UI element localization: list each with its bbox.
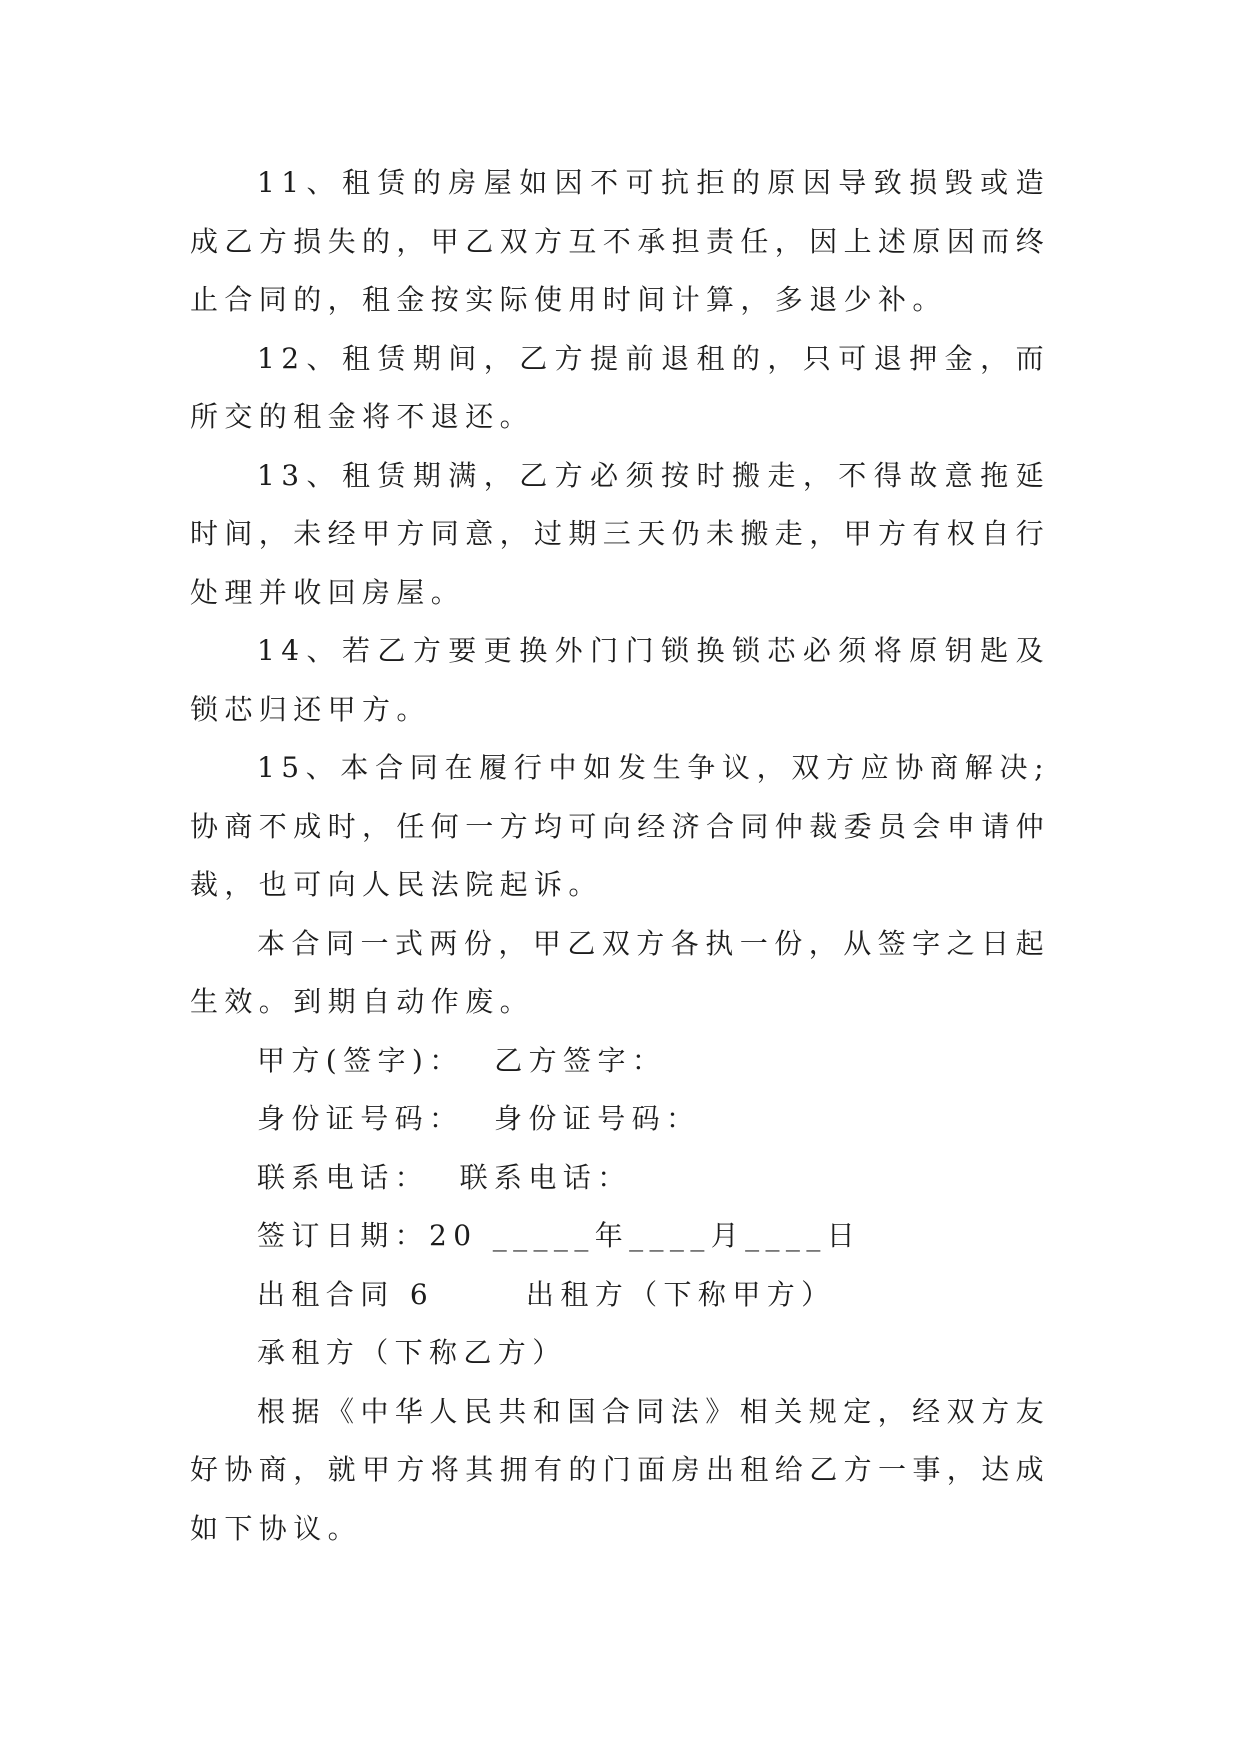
contract-6-lessor: 出租合同 6 出租方（下称甲方） <box>257 1277 836 1311</box>
clause-11: 11、租赁的房屋如因不可抗拒的原因导致损毁或造成乙方损失的，甲乙双方互不承担责任，因上述原因而终止合同的，租金按实际使用时间计算，多退少补。 <box>190 166 1051 316</box>
copies-clause: 本合同一式两份，甲乙双方各执一份，从签字之日起生效。到期自动作废。 <box>190 926 1050 1018</box>
contract-6-preamble: 根据《中华人民共和国合同法》相关规定，经双方友好协商，就甲方将其拥有的门面房出租给乙方一事，达成如下协议。 <box>190 1394 1051 1545</box>
signature-line-id-number: 身份证号码： 身份证号码： <box>257 1102 701 1135</box>
document-body <box>190 154 1050 1558</box>
clause-14: 14、若乙方要更换外门门锁换锁芯必须将原钥匙及锁芯归还甲方。 <box>190 634 1050 726</box>
contract-6-lessee: 承租方（下称乙方） <box>257 1336 567 1369</box>
signature-line-parties: 甲方(签字)： 乙方签字： <box>257 1043 667 1077</box>
clause-12: 12、租赁期间，乙方提前退租的，只可退押金，而所交的租金将不退还。 <box>190 341 1050 433</box>
clause-15: 15、本合同在履行中如发生争议，双方应协商解决;协商不成时，任何一方均可向经济合同仲裁委员会申请仲裁，也可向人民法院起诉。 <box>190 751 1051 901</box>
clause-13: 13、租赁期满，乙方必须按时搬走，不得故意拖延时间，未经甲方同意，过期三天仍未搬走，甲方有权自行处理并收回房屋。 <box>190 458 1051 609</box>
signature-line-date: 签订日期：20 _____年____月____日 <box>257 1219 862 1252</box>
signature-line-phone: 联系电话： 联系电话： <box>257 1160 632 1194</box>
